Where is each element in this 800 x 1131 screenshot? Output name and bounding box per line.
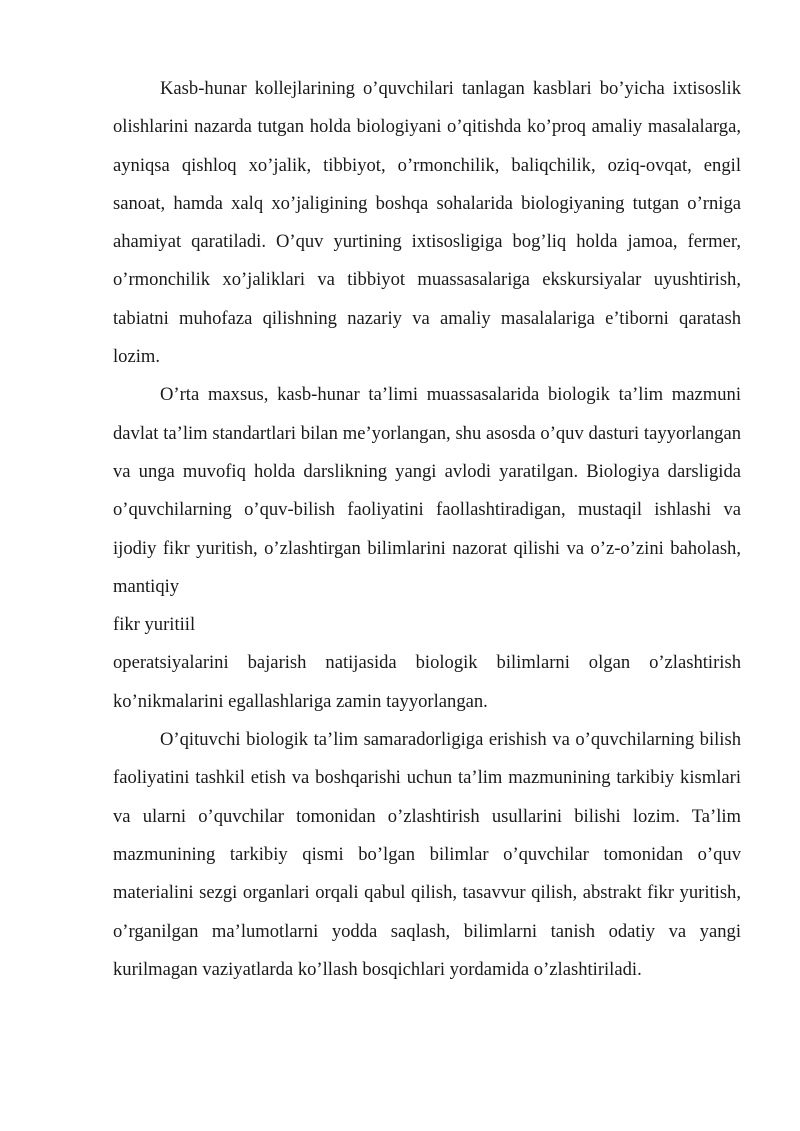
document-body [113,70,741,989]
paragraph-2: O’rta maxsus, kasb-hunar ta’limi muassasalarida biologik ta’lim mazmuni davlat ta’lim standartlari bilan me’yorlangan, shu asosda o’quv dasturi tayyorlangan va unga muvofiq holda darslikning yangi avlodi yaratilgan. Biologiya darsligida o’quvchilarning o’quv-bilish faoliyatini faollashtiradigan, mustaqil ishlashi va ijodiy fikr yuritish, o’zlashtirgan bilimlarini nazorat qilishi va o’z-o’zini baholash, mantiqiy [113,384,741,597]
paragraph-2-continuation-line: fikr yuritiil [113,614,196,636]
paragraph-4: O’qituvchi biologik ta’lim samaradorligiga erishish va o’quvchilarning bilish faoliyatini tashkil etish va boshqarishi uchun ta’lim mazmunining tarkibiy kismlari va ularni o’quvchilar tomonidan o’zlashtirish usullarini bilishi lozim. Ta’lim mazmunining tarkibiy qismi bo’lgan bilimlar o’quvchilar tomonidan o’quv materialini sezgi organlari orqali qabul qilish, tasavvur qilish, abstrakt fikr yuritish, o’rganilgan ma’lumotlarni yodda saqlash, bilimlarni tanish odatiy va yangi kurilmagan vaziyatlarda ko’llash bosqichlari yordamida o’zlashtiriladi. [113,729,741,980]
paragraph-1: Kasb-hunar kollejlarining o’quvchilari tanlagan kasblari bo’yicha ixtisoslik olishlarini nazarda tutgan holda biologiyani o’qitishda ko’proq amaliy masalalarga, ayniqsa qishloq xo’jalik, tibbiyot, o’rmonchilik, baliqchilik, oziq-ovqat, engil sanoat, hamda xalq xo’jaligining boshqa sohalarida biologiyaning tutgan o’rniga ahamiyat qaratiladi. O’quv yurtining ixtisosligiga bog’liq holda jamoa, fermer, o’rmonchilik xo’jaliklari va tibbiyot muassasalariga ekskursiyalar uyushtirish, tabiatni muhofaza qilishning nazariy va amaliy masalalariga e’tiborni qaratash lozim. [113,78,741,368]
paragraph-3: operatsiyalarini bajarish natijasida biologik bilimlarni olgan o’zlashtirish ko’nikmalarini egallashlariga zamin tayyorlangan. [113,652,741,712]
